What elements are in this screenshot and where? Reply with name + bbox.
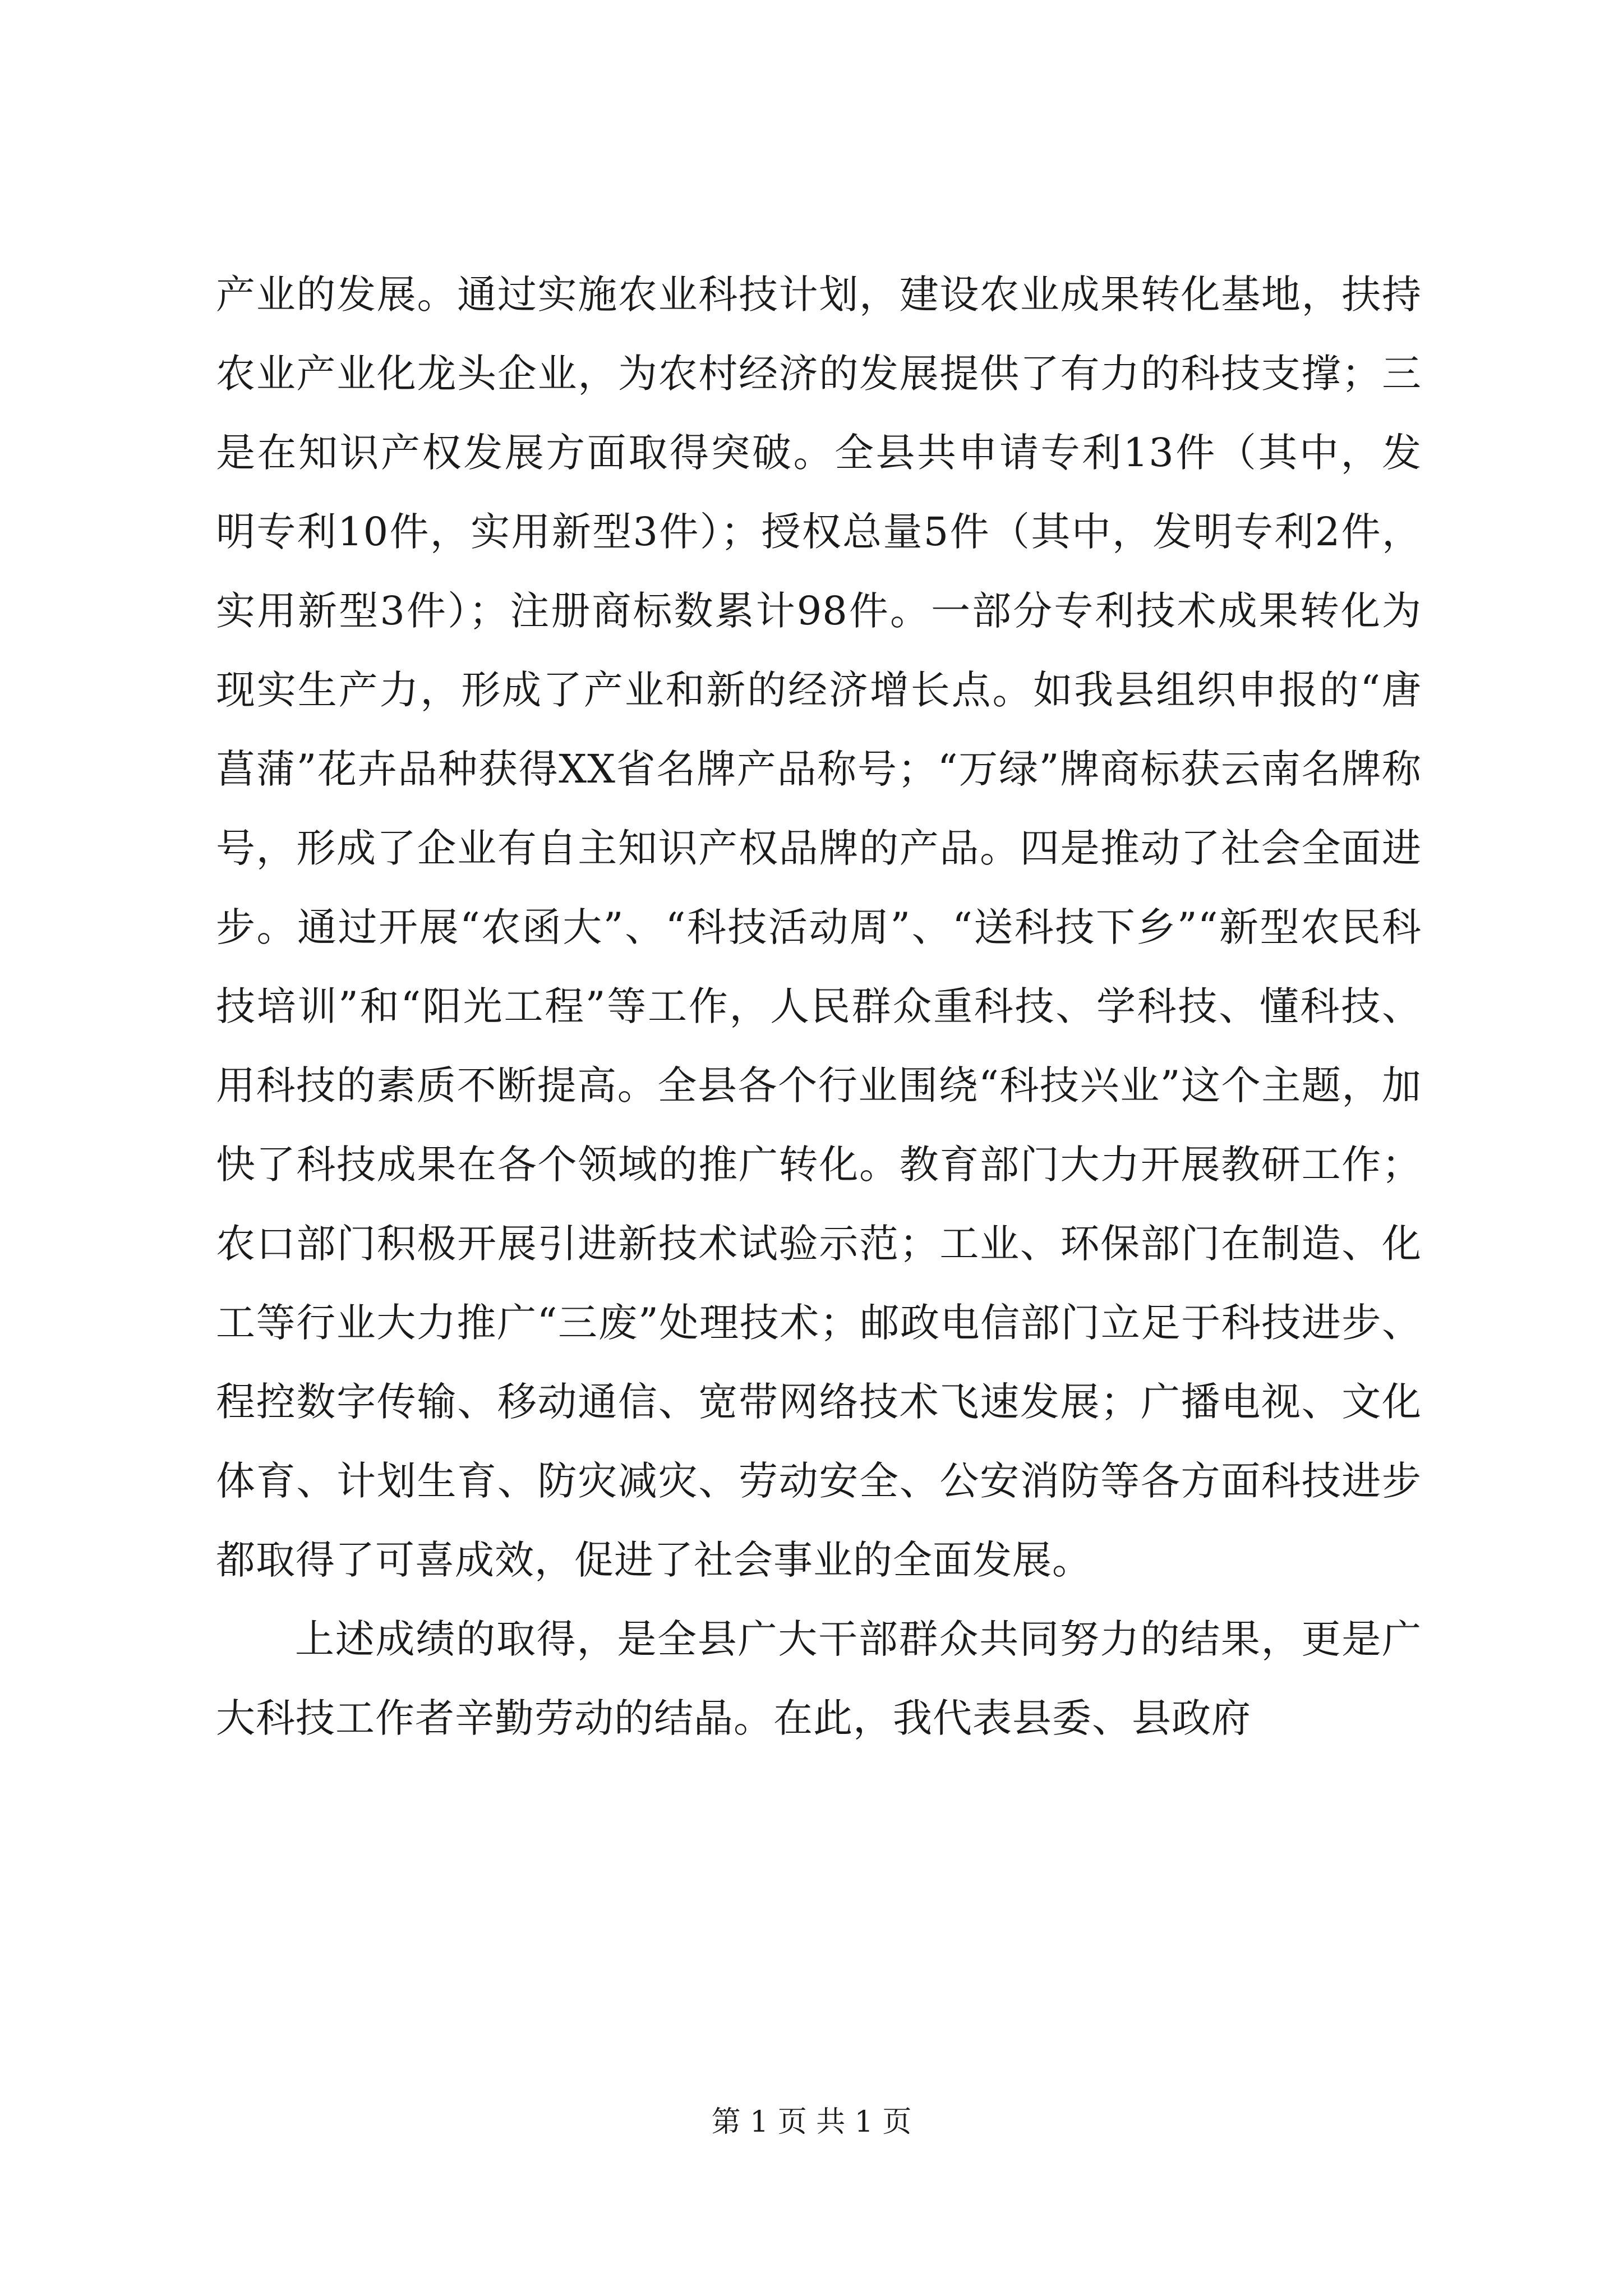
paragraph-2: 上述成绩的取得，是全县广大干部群众共同努力的结果，更是广大科技工作者辛勤劳动的结晶。在此，我代表县委、县政府 [216, 1616, 1422, 1741]
paragraph-1: 产业的发展。通过实施农业科技计划，建设农业成果转化基地，扶持农业产业化龙头企业，为农村经济的发展提供了有力的科技支撑；三是在知识产权发展方面取得突破。全县共申请专利13件（其中，发明专利10件，实用新型3件）；授权总量5件（其中，发明专利2件，实用新型3件）；注册商标数累计98件。一部分专利技术成果转化为现实生产力，形成了产业和新的经济增长点。如我县组织申报的“唐菖蒲”花卉品种获得XX省名牌产品称号；“万绿”牌商标获云南名牌称号，形成了企业有自主知识产权品牌的产品。四是推动了社会全面进步。通过开展“农函大”、“科技活动周”、“送科技下乡”“新型农民科技培训”和“阳光工程”等工作，人民群众重科技、学科技、懂科技、用科技的素质不断提高。全县各个行业围绕“科技兴业”这个主题，加快了科技成果在各个领域的推广转化。教育部门大力开展教研工作；农口部门积极开展引进新技术试验示范；工业、环保部门在制造、化工等行业大力推广“三废”处理技术；邮政电信部门立足于科技进步、程控数字传输、移动通信、宽带网络技术飞速发展；广播电视、文化体育、计划生育、防灾减灾、劳动安全、公安消防等各方面科技进步都取得了可喜成效，促进了社会事业的全面发展。 [216, 272, 1422, 1583]
document-body [216, 255, 1422, 1758]
page-footer: 第 1 页 共 1 页 [711, 2105, 912, 2139]
